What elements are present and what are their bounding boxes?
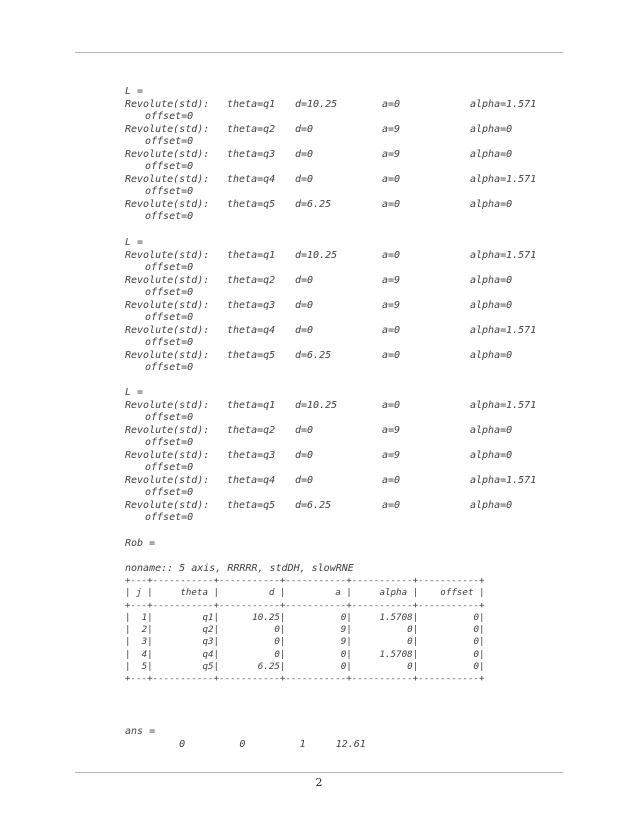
link-theta: theta=q1 xyxy=(227,399,276,411)
link-alpha: alpha=1.571 xyxy=(470,249,537,261)
link-d: d=0 xyxy=(295,324,314,336)
link-alpha: alpha=0 xyxy=(470,349,513,361)
link-d: d=10.25 xyxy=(295,399,338,411)
link-row-continuation xyxy=(125,186,605,199)
link-block-label: L = xyxy=(125,387,144,398)
link-row-continuation xyxy=(125,462,605,475)
link-row xyxy=(125,475,605,488)
link-type: Revolute(std): xyxy=(125,299,210,311)
link-theta: theta=q5 xyxy=(227,349,276,361)
link-row xyxy=(125,325,605,338)
link-type: Revolute(std): xyxy=(125,274,210,286)
link-theta: theta=q1 xyxy=(227,98,276,110)
link-row xyxy=(125,500,605,513)
link-type: Revolute(std): xyxy=(125,173,210,185)
link-offset: offset=0 xyxy=(145,462,194,473)
link-offset: offset=0 xyxy=(145,362,194,373)
link-alpha: alpha=0 xyxy=(470,449,513,461)
link-d: d=0 xyxy=(295,299,314,311)
link-a: a=9 xyxy=(382,449,401,461)
link-d: d=0 xyxy=(295,173,314,185)
link-row xyxy=(125,124,605,137)
link-theta: theta=q4 xyxy=(227,474,276,486)
link-row-continuation xyxy=(125,512,605,525)
link-type: Revolute(std): xyxy=(125,249,210,261)
link-offset: offset=0 xyxy=(145,437,194,448)
link-a: a=0 xyxy=(382,249,401,261)
link-alpha: alpha=0 xyxy=(470,198,513,210)
link-type: Revolute(std): xyxy=(125,424,210,436)
link-type: Revolute(std): xyxy=(125,98,210,110)
link-offset: offset=0 xyxy=(145,262,194,273)
link-d: d=10.25 xyxy=(295,98,338,110)
link-offset: offset=0 xyxy=(145,211,194,222)
link-offset: offset=0 xyxy=(145,186,194,197)
link-alpha: alpha=0 xyxy=(470,274,513,286)
link-d: d=10.25 xyxy=(295,249,338,261)
link-theta: theta=q5 xyxy=(227,499,276,511)
link-type: Revolute(std): xyxy=(125,474,210,486)
link-row-continuation xyxy=(125,362,605,375)
footer-rule xyxy=(75,772,563,773)
ans-values: 0 0 1 12.61 xyxy=(125,739,366,750)
link-row-continuation xyxy=(125,211,605,224)
link-a: a=0 xyxy=(382,474,401,486)
link-theta: theta=q5 xyxy=(227,198,276,210)
link-type: Revolute(std): xyxy=(125,449,210,461)
link-a: a=0 xyxy=(382,324,401,336)
link-d: d=6.25 xyxy=(295,499,332,511)
header-rule xyxy=(75,52,563,53)
link-offset: offset=0 xyxy=(145,512,194,523)
link-alpha: alpha=1.571 xyxy=(470,98,537,110)
link-type: Revolute(std): xyxy=(125,324,210,336)
link-d: d=6.25 xyxy=(295,198,332,210)
link-row xyxy=(125,275,605,288)
link-theta: theta=q4 xyxy=(227,324,276,336)
link-row-continuation xyxy=(125,161,605,174)
link-row xyxy=(125,300,605,313)
link-d: d=0 xyxy=(295,474,314,486)
link-theta: theta=q2 xyxy=(227,274,276,286)
link-row xyxy=(125,350,605,363)
link-a: a=9 xyxy=(382,424,401,436)
link-a: a=9 xyxy=(382,299,401,311)
link-alpha: alpha=0 xyxy=(470,424,513,436)
link-row xyxy=(125,174,605,187)
link-row xyxy=(125,149,605,162)
link-row-continuation xyxy=(125,287,605,300)
link-a: a=9 xyxy=(382,123,401,135)
rob-dh-table: +---+-----------+-----------+-----------+-----------+-----------+ | j | theta | d | a | alpha | offset | +---+-----------+-----------+-----------+-----------+-----------+ | 1| q1| 10.25| 0| 1.5708| 0| | 2| q2| 0| 9| 0| 0| | 3| q3| 0| 9| 0| 0| | 4| q4| 0| 0| 1.5708| 0| | 5| q5| 6.25| 0| 0| 0| +---+-----------+-----------+-----------+-----------+-----------+ xyxy=(125,575,485,685)
link-block-label: L = xyxy=(125,86,144,97)
link-row-continuation xyxy=(125,412,605,425)
link-offset: offset=0 xyxy=(145,136,194,147)
link-offset: offset=0 xyxy=(145,337,194,348)
link-alpha: alpha=1.571 xyxy=(470,399,537,411)
link-d: d=6.25 xyxy=(295,349,332,361)
link-offset: offset=0 xyxy=(145,111,194,122)
page-number: 2 xyxy=(315,776,323,789)
link-a: a=0 xyxy=(382,349,401,361)
link-row-continuation xyxy=(125,487,605,500)
link-type: Revolute(std): xyxy=(125,399,210,411)
link-d: d=0 xyxy=(295,123,314,135)
link-theta: theta=q1 xyxy=(227,249,276,261)
link-theta: theta=q3 xyxy=(227,449,276,461)
link-theta: theta=q2 xyxy=(227,424,276,436)
link-offset: offset=0 xyxy=(145,412,194,423)
link-row xyxy=(125,199,605,212)
link-offset: offset=0 xyxy=(145,287,194,298)
link-row xyxy=(125,425,605,438)
link-type: Revolute(std): xyxy=(125,198,210,210)
link-theta: theta=q2 xyxy=(227,123,276,135)
link-type: Revolute(std): xyxy=(125,123,210,135)
link-row-continuation xyxy=(125,111,605,124)
link-row-continuation xyxy=(125,437,605,450)
link-type: Revolute(std): xyxy=(125,148,210,160)
link-d: d=0 xyxy=(295,274,314,286)
link-d: d=0 xyxy=(295,449,314,461)
link-row xyxy=(125,99,605,112)
link-theta: theta=q3 xyxy=(227,148,276,160)
link-a: a=0 xyxy=(382,198,401,210)
link-offset: offset=0 xyxy=(145,161,194,172)
rob-label: Rob = xyxy=(125,538,156,549)
link-a: a=9 xyxy=(382,148,401,160)
link-type: Revolute(std): xyxy=(125,349,210,361)
link-row xyxy=(125,400,605,413)
rob-description: noname:: 5 axis, RRRRR, stdDH, slowRNE xyxy=(125,563,354,574)
link-a: a=0 xyxy=(382,499,401,511)
link-theta: theta=q4 xyxy=(227,173,276,185)
link-alpha: alpha=0 xyxy=(470,499,513,511)
link-row-continuation xyxy=(125,136,605,149)
link-row xyxy=(125,250,605,263)
link-alpha: alpha=0 xyxy=(470,299,513,311)
link-alpha: alpha=0 xyxy=(470,123,513,135)
link-d: d=0 xyxy=(295,424,314,436)
link-theta: theta=q3 xyxy=(227,299,276,311)
link-d: d=0 xyxy=(295,148,314,160)
link-row-continuation xyxy=(125,312,605,325)
link-a: a=9 xyxy=(382,274,401,286)
link-row xyxy=(125,450,605,463)
link-alpha: alpha=1.571 xyxy=(470,173,537,185)
link-a: a=0 xyxy=(382,98,401,110)
link-type: Revolute(std): xyxy=(125,499,210,511)
link-a: a=0 xyxy=(382,399,401,411)
link-offset: offset=0 xyxy=(145,487,194,498)
ans-label: ans = xyxy=(125,726,156,737)
link-block-label: L = xyxy=(125,237,144,248)
link-row-continuation xyxy=(125,337,605,350)
link-alpha: alpha=0 xyxy=(470,148,513,160)
link-alpha: alpha=1.571 xyxy=(470,474,537,486)
link-offset: offset=0 xyxy=(145,312,194,323)
link-a: a=0 xyxy=(382,173,401,185)
link-alpha: alpha=1.571 xyxy=(470,324,537,336)
link-row-continuation xyxy=(125,262,605,275)
